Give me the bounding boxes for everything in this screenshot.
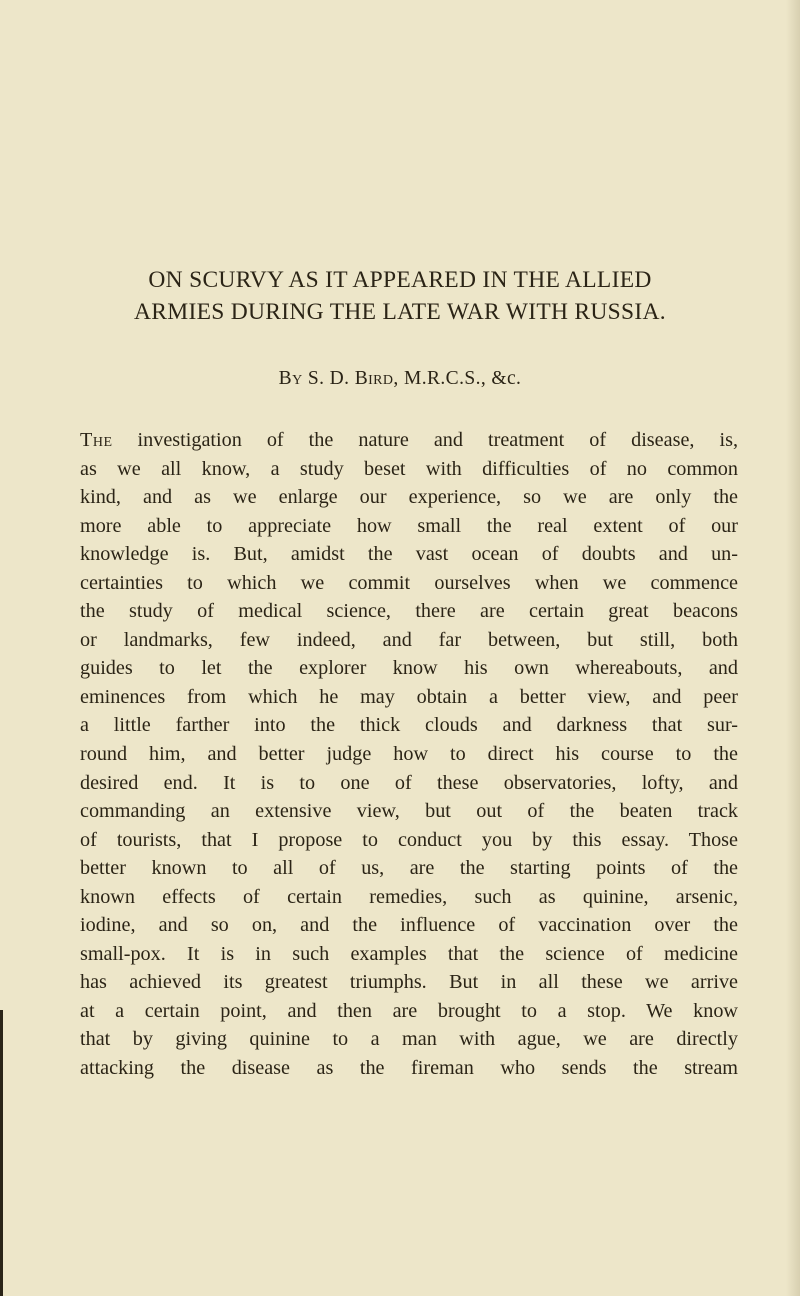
body-line: knowledge is. But, amidst the vast ocean of doubts and un- [80,543,738,566]
body-line: that by giving quinine to a man with ague, we are directly [80,1028,738,1051]
body-line: as we all know, a study beset with difficulties of no common [80,457,738,480]
article-title-line-1: ON SCURVY AS IT APPEARED IN THE ALLIED [148,267,652,293]
body-line: or landmarks, few indeed, and far between, but still, both [80,628,738,651]
body-line: iodine, and so on, and the influence of vaccination over the [80,914,738,937]
body-line: of tourists, that I propose to conduct you by this essay. Those [80,828,738,851]
body-line: better known to all of us, are the starting points of the [80,857,738,880]
body-line: round him, and better judge how to direct his course to the [80,743,738,766]
author-byline [40,368,760,390]
author-initials: S. D. [307,368,350,389]
body-line: at a certain point, and then are brought to a stop. We know [80,999,738,1022]
body-line: kind, and as we enlarge our experience, so we are only the [80,486,738,509]
page-edge-mark [0,1010,3,1296]
article-title-line-2: ARMIES DURING THE LATE WAR WITH RUSSIA. [134,299,666,325]
lead-word: The [80,429,113,451]
body-line: has achieved its greatest triumphs. But in all these we arrive [80,971,738,994]
body-line-1 [80,426,738,455]
body-line: a little farther into the thick clouds and darkness that sur- [80,714,738,737]
body-line: small-pox. It is in such examples that the science of medicine [80,942,738,965]
body-line: certainties to which we commit ourselves when we commence [80,571,738,594]
body-line: more able to appreciate how small the real extent of our [80,514,738,537]
page-edge-shadow [786,0,800,1296]
body-line: the study of medical science, there are certain great beacons [80,600,738,623]
author-credentials: , M.R.C.S., &c. [393,368,522,389]
body-line: eminences from which he may obtain a better view, and peer [80,685,738,708]
body-line: guides to let the explorer know his own whereabouts, and [80,657,738,680]
body-line: attacking the disease as the fireman who sends the stream [80,1057,738,1080]
body-line-1-text: investigation of the nature and treatment of disease, is, [112,429,738,451]
body-line: commanding an extensive view, but out of the beaten track [80,800,738,823]
body-line: known effects of certain remedies, such as quinine, arsenic, [80,885,738,908]
article-body [80,426,738,1083]
body-line: desired end. It is to one of these observatories, lofty, and [80,771,738,794]
byline-prefix: By [278,368,303,389]
author-surname: Bird [354,368,394,389]
